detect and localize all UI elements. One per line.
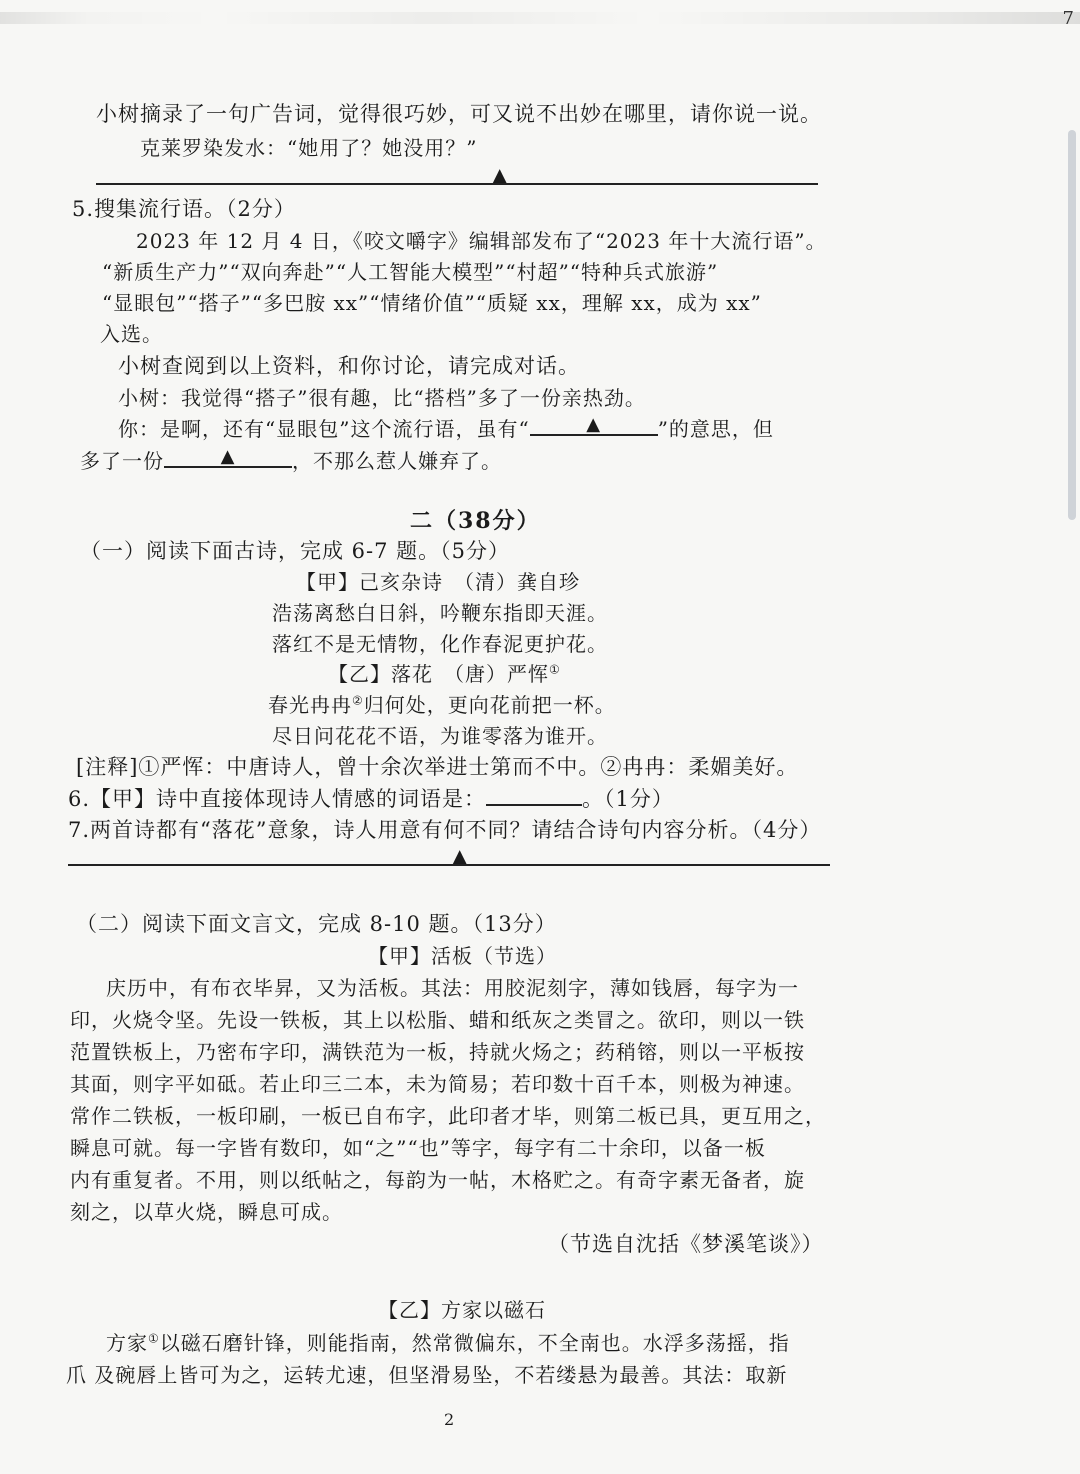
poem-b-line1-footnote: ② — [352, 693, 364, 708]
q5-paragraph-line1: 2023 年 12 月 4 日，《咬文嚼字》编辑部发布了“2023 年十大流行语”。 — [136, 229, 827, 253]
text-a-line6: 瞬息可就。每一字皆有数印，如“之”“也”等字，每字有二十余印，以备一板 — [70, 1136, 766, 1160]
text-a-line8: 刻之，以草火烧，瞬息可成。 — [70, 1200, 343, 1224]
text-a-line5: 常作二铁板，一板印刷，一板已自布字，此印者才毕，则第二板已具，更互用之， — [70, 1104, 826, 1128]
q5-paragraph-line3: “显眼包”“搭子”“多巴胺 xx”“情绪价值”“质疑 xx，理解 xx，成为 xx” — [102, 291, 762, 315]
text-a-line2: 印，火烧令坚。先设一铁板，其上以松脂、蜡和纸灰之类冒之。欲印，则以一铁 — [70, 1008, 805, 1032]
q5-dialogue-continued — [80, 445, 502, 474]
q5-dialogue-you — [118, 413, 774, 442]
q5-paragraph-line2: “新质生产力”“双向奔赴”“人工智能大模型”“村超”“特种兵式旅游” — [102, 260, 719, 284]
q5-dialogue-you-text1: 你：是啊，还有“显眼包”这个流行语，虽有“ — [118, 417, 530, 441]
poem-b-line1-b: 归何处，更向花前把一杯。 — [363, 693, 616, 717]
q6-blank[interactable] — [486, 786, 582, 806]
text-a-source: （节选自沈括《梦溪笔谈》） — [548, 1232, 824, 1256]
part2-intro: （二）阅读下面文言文，完成 8-10 题。（13分） — [76, 912, 557, 936]
q5-dialogue-cont-text2: ，不那么惹人嫌弃了。 — [292, 449, 502, 473]
text-b-title: 【乙】方家以磁石 — [378, 1298, 546, 1322]
text-b-footnote-mark: ① — [148, 1331, 160, 1346]
poem-b-line1-a: 春光冉冉 — [268, 693, 352, 717]
text-a-line4: 其面，则字平如砥。若止印三二本，未为简易；若印数十百千本，则极为神速。 — [70, 1072, 805, 1096]
q7-answer-marker: ▲ — [452, 844, 468, 868]
poem-b-title — [328, 658, 561, 687]
q5-title: 5.搜集流行语。（2分） — [72, 197, 296, 221]
poem-a-line2: 落红不是无情物，化作春泥更护花。 — [272, 632, 608, 656]
text-b-line1-a: 方家 — [106, 1331, 148, 1355]
text-b-line1-b: 以磁石磨针锋，则能指南，然常微偏东，不全南也。水浮多荡摇，指 — [159, 1331, 790, 1355]
q5-blank-2-marker: ▲ — [220, 446, 236, 467]
q6-text: 6.【甲】诗中直接体现诗人情感的词语是： — [68, 787, 487, 811]
poem-b-title-text: 【乙】落花 （唐）严恽 — [328, 662, 549, 686]
q6 — [68, 783, 674, 813]
poem-b-line2: 尽日问花花不语，为谁零落为谁开。 — [272, 724, 608, 748]
text-b-line1 — [106, 1327, 790, 1356]
q4-ad-slogan: 克莱罗染发水：“她用了？她没用？” — [140, 136, 478, 160]
q7-answer-line[interactable] — [68, 864, 830, 866]
text-a-line1: 庆历中，有布衣毕昇，又为活板。其法：用胶泥刻字，薄如钱唇，每字为一 — [106, 976, 799, 1000]
poem-notes: [注释]①严恽：中唐诗人，曾十余次举进士第而不中。②冉冉：柔媚美好。 — [76, 755, 799, 779]
section-heading: 二（38分） — [410, 508, 541, 534]
poem-a-title: 【甲】己亥杂诗 （清）龚自珍 — [296, 570, 580, 594]
text-a-line7: 内有重复者。不用，则以纸帖之，每韵为一帖，木格贮之。有奇字素无备者，旋 — [70, 1168, 805, 1192]
q5-blank-2[interactable] — [164, 448, 292, 468]
q5-dialogue-cont-text1: 多了一份 — [80, 449, 164, 473]
poem-b-footnote-mark: ① — [549, 662, 561, 677]
text-a-title: 【甲】活板（节选） — [368, 944, 557, 968]
q5-paragraph-line4: 入选。 — [100, 322, 163, 346]
q5-instruction: 小树查阅到以上资料，和你讨论，请完成对话。 — [118, 354, 580, 378]
page-number: 2 — [444, 1410, 455, 1429]
q6-points: 。（1分） — [582, 787, 674, 811]
q5-blank-1[interactable] — [530, 416, 658, 436]
text-b-line2: 爪 及碗唇上皆可为之，运转尤速，但坚滑易坠，不若缕悬为最善。其法：取新 — [66, 1363, 788, 1387]
q4-prompt: 小树摘录了一句广告词，觉得很巧妙，可又说不出妙在哪里，请你说一说。 — [96, 102, 822, 126]
q5-dialogue-you-text2: ”的意思，但 — [657, 417, 774, 441]
q5-dialogue-xiaoshu: 小树：我觉得“搭子”很有趣，比“搭档”多了一份亲热劲。 — [118, 386, 646, 410]
corner-mark: 7 — [1062, 8, 1074, 29]
scrollbar[interactable] — [1068, 130, 1076, 520]
text-a-line3: 范置铁板上，乃密布字印，满铁范为一板，持就火炀之；药稍镕，则以一平板按 — [70, 1040, 805, 1064]
q4-answer-marker: ▲ — [492, 163, 508, 187]
poem-b-line1 — [268, 689, 616, 718]
q5-blank-1-marker: ▲ — [586, 414, 602, 435]
q7: 7.两首诗都有“落花”意象，诗人用意有何不同？请结合诗句内容分析。（4分） — [68, 818, 822, 842]
part1-intro: （一）阅读下面古诗，完成 6-7 题。（5分） — [80, 539, 511, 563]
poem-a-line1: 浩荡离愁白日斜，吟鞭东指即天涯。 — [272, 601, 608, 625]
scan-edge-shadow — [0, 12, 1080, 24]
q4-answer-line[interactable] — [96, 183, 818, 185]
